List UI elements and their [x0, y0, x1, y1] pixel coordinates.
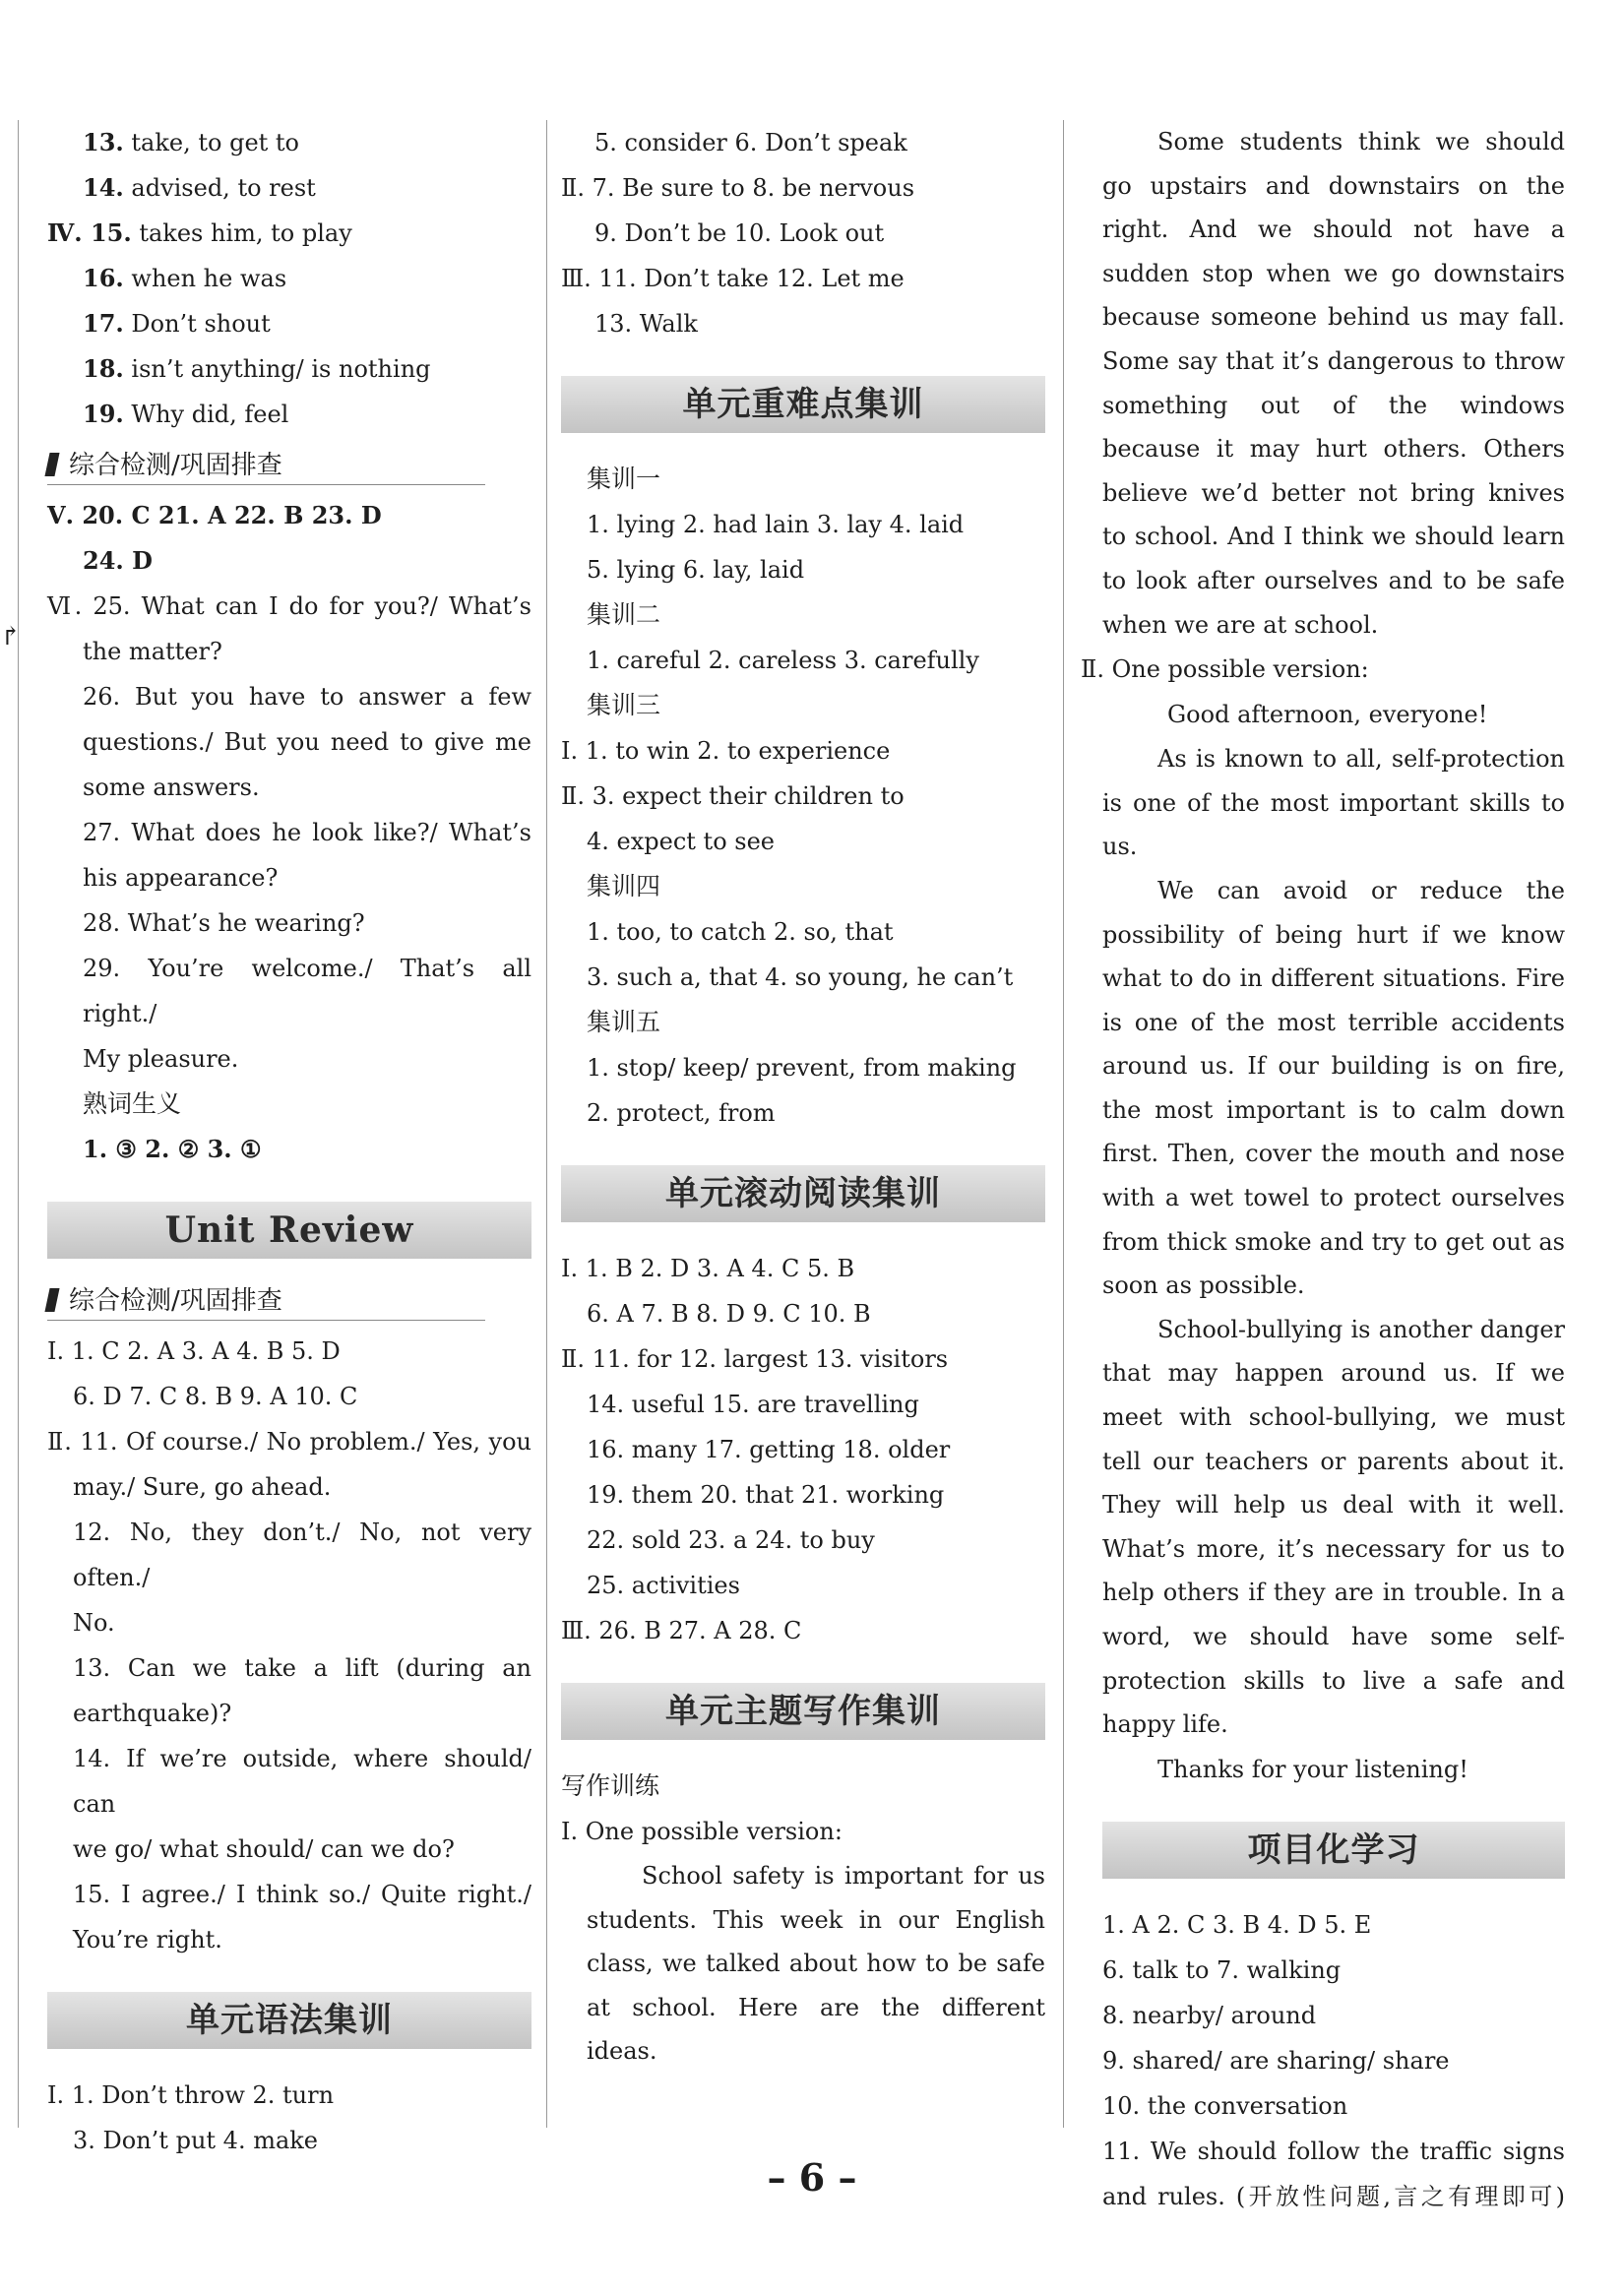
answer-line: 1. careful 2. careless 3. carefully — [587, 647, 979, 674]
answer-line: 25. activities — [587, 1572, 740, 1599]
answer-line: No. — [73, 1609, 115, 1637]
section-heading-text: 综合检测/巩固排查 — [69, 451, 282, 480]
answer-line — [47, 165, 531, 211]
essay-paragraph-1: Some students think we should go upstairs and downstairs on the right. And we should not have a sudden stop when we go downstairs because someone behind us may fall. Some say that it’s dangerous to throw something out of the windows because it may hurt others. Others believe we’d better not bring knives to school. And I think we should learn to look after ourselves and to be safe when we are at school. — [1102, 128, 1565, 639]
answer-line: 28. What’s he wearing? — [83, 909, 365, 937]
speech-greeting: Good afternoon, everyone! — [1167, 701, 1488, 729]
column-rule-left — [18, 120, 19, 2128]
answer-line: 1. too, to catch 2. so, that — [587, 918, 894, 946]
answer-text: Don’t shout — [123, 310, 271, 338]
answer-line: questions./ But you need to give me — [83, 728, 531, 756]
answer-line: 3. Don’t put 4. make — [73, 2127, 319, 2154]
answer-line: 26. But you have to answer a few — [83, 683, 531, 711]
answer-line: 13. Walk — [594, 310, 698, 338]
answer-line: 14. If we’re outside, where should/ can — [73, 1745, 531, 1818]
answer-line: 27. What does he look like?/ What’s — [83, 819, 531, 846]
answer-text: advised, to rest — [123, 174, 316, 202]
section-marker-icon — [44, 1288, 59, 1312]
answer-line — [47, 392, 531, 437]
speech-paragraph-2: We can avoid or reduce the possibility of being hurt if we know what to do in different situations. Fire is one of the most terrible accidents around us. If our building is on fire, the most important is to calm down first. Then, cover the mouth and nose with a wet towel to protect ourselves from thick smoke and try to get out as soon as possible. — [1102, 876, 1565, 1300]
answer-text: take, to get to — [123, 129, 300, 156]
answer-line: 集训二 — [587, 600, 661, 629]
section-heading-unit-review — [47, 1282, 485, 1321]
question-number: 19. — [83, 400, 124, 428]
answer-line: 5. consider 6. Don’t speak — [594, 129, 907, 156]
answer-line: 9. Don’t be 10. Look out — [594, 219, 885, 247]
question-number: 16. — [83, 264, 124, 292]
writing-banner: 单元主题写作集训 — [561, 1683, 1045, 1740]
speech-paragraph-3: School-bullying is another danger that may happen around us. If we meet with school-bullying, we must tell our teachers or parents about it. They will help us deal with it well. What’s more, it’s necessary for us to help others if they are in trouble. In a word, we should have some self-protection skills to live a safe and happy life. — [1102, 1315, 1565, 1739]
answer-line: 8. nearby/ around — [1102, 2001, 1317, 2029]
speech-paragraph-1: As is known to all, self-protection is one of the most important skills to us. — [1102, 745, 1565, 861]
answer-line: 10. the conversation — [1102, 2091, 1348, 2120]
answer-line: You’re right. — [73, 1926, 222, 1953]
answer-line: 集训一 — [587, 465, 661, 493]
answer-line: 19. them 20. that 21. working — [587, 1481, 945, 1509]
answer-line — [47, 301, 531, 346]
writing-version-label: Ⅰ. One possible version: — [561, 1818, 843, 1845]
answer-line: some answers. — [83, 774, 260, 801]
answer-lines-vi — [47, 584, 531, 1082]
page-number: – 6 – — [767, 2155, 857, 2200]
answer-column-1 — [47, 120, 531, 2154]
answer-line: Ⅲ. 26. B 27. A 28. C — [561, 1617, 802, 1644]
grammar-answers — [47, 2073, 531, 2163]
section-heading-text: 综合检测/巩固排查 — [69, 1286, 282, 1316]
writing-paragraph: School safety is important for us students. This week in our English class, we talked about how to be safe at school. Here are the different ideas. — [587, 1862, 1045, 2066]
answer-line: 1. stop/ keep/ prevent, from making — [587, 1054, 1017, 1082]
answer-line: Ⅵ. 25. What can I do for you?/ What’s — [47, 592, 531, 620]
answer-line: 6. talk to 7. walking — [1102, 1955, 1342, 1984]
answer-line-v-cont: 24. D — [83, 546, 153, 575]
answer-line: 14. useful 15. are travelling — [587, 1391, 919, 1418]
answer-line: 5. lying 6. lay, laid — [587, 556, 805, 584]
answer-line: Ⅰ. 1. Don’t throw 2. turn — [47, 2081, 335, 2109]
column-rule-2 — [1063, 120, 1064, 2128]
answer-column-2 — [561, 120, 1045, 2128]
answer-line: may./ Sure, go ahead. — [73, 1473, 332, 1501]
answer-line: 2. protect, from — [587, 1099, 776, 1127]
answer-line: Ⅱ. 3. expect their children to — [561, 782, 905, 810]
question-number: 14. — [83, 173, 124, 202]
version-label-2: Ⅱ. One possible version: — [1081, 655, 1369, 684]
answer-line: Ⅱ. 11. Of course./ No problem./ Yes, you — [47, 1428, 531, 1456]
grammar-answers-cont — [561, 120, 1045, 346]
writing-heading: 写作训练 — [561, 1771, 660, 1800]
answer-line: the matter? — [83, 638, 222, 665]
answer-line: Ⅰ. 1. B 2. D 3. A 4. C 5. B — [561, 1255, 855, 1282]
answer-line: Ⅱ. 7. Be sure to 8. be nervous — [561, 174, 915, 202]
answer-lines-iii-iv — [47, 120, 531, 437]
answer-line: 22. sold 23. a 24. to buy — [587, 1526, 875, 1554]
margin-mark: ↱ — [0, 622, 22, 651]
answer-line: 1. lying 2. had lain 3. lay 4. laid — [587, 511, 965, 538]
answer-line: 29. You’re welcome./ That’s all right./ — [83, 955, 531, 1027]
answer-line: Ⅱ. 11. for 12. largest 13. visitors — [561, 1345, 949, 1373]
unit-review-banner: Unit Review — [47, 1202, 531, 1259]
answer-line: earthquake)? — [73, 1700, 232, 1727]
answer-line: 集训五 — [587, 1008, 661, 1036]
answer-line: 12. No, they don’t./ No, not very often./ — [73, 1519, 531, 1591]
answer-text: isn’t anything/ is nothing — [123, 355, 431, 383]
answer-text: when he was — [123, 265, 287, 292]
answer-line: and rules. (开放性问题,言之有理即可) — [1102, 2182, 1565, 2210]
answer-line: Ⅲ. 11. Don’t take 12. Let me — [561, 265, 905, 292]
answer-line: 16. many 17. getting 18. older — [587, 1436, 951, 1463]
answer-line: his appearance? — [83, 864, 279, 892]
question-number: 17. — [83, 309, 124, 338]
key-points-banner: 单元重难点集训 — [561, 376, 1045, 433]
answer-text: Why did, feel — [123, 401, 289, 428]
project-learning-banner: 项目化学习 — [1102, 1822, 1565, 1879]
answer-line: 3. such a, that 4. so young, he can’t — [587, 963, 1014, 991]
answer-line: 4. expect to see — [587, 828, 775, 855]
answer-line: 9. shared/ are sharing/ share — [1102, 2046, 1450, 2075]
answer-text: takes him, to play — [131, 219, 352, 247]
answer-line: 集训三 — [587, 691, 661, 719]
column-rule-1 — [546, 120, 547, 2128]
answer-line — [47, 256, 531, 301]
answer-line: 15. I agree./ I think so./ Quite right./ — [73, 1881, 531, 1908]
unit-review-answers — [47, 1329, 531, 1962]
answer-line: Ⅰ. 1. to win 2. to experience — [561, 737, 891, 765]
grammar-banner: 单元语法集训 — [47, 1992, 531, 2049]
answer-line: My pleasure. — [83, 1045, 239, 1073]
shuci-heading: 熟词生义 — [83, 1089, 182, 1118]
rolling-reading-answers — [561, 1246, 1045, 1653]
section-marker-icon — [44, 453, 59, 476]
shuci-answers: 1. ③ 2. ② 3. ① — [83, 1135, 262, 1163]
answer-line: 6. A 7. B 8. D 9. C 10. B — [587, 1300, 871, 1328]
answer-line-v: Ⅴ. 20. C 21. A 22. B 23. D — [47, 501, 382, 529]
answer-line: 13. Can we take a lift (during an — [73, 1654, 531, 1682]
rolling-reading-banner: 单元滚动阅读集训 — [561, 1165, 1045, 1222]
speech-thanks: Thanks for your listening! — [1157, 1755, 1468, 1783]
section-heading-review — [47, 447, 485, 485]
answer-line: we go/ what should/ can we do? — [73, 1835, 455, 1863]
question-number: Ⅳ. 15. — [47, 218, 132, 247]
answer-line: 6. D 7. C 8. B 9. A 10. C — [73, 1383, 358, 1410]
answer-line: 11. We should follow the traffic signs — [1102, 2137, 1565, 2165]
answer-line — [47, 211, 531, 256]
answer-line: Ⅰ. 1. C 2. A 3. A 4. B 5. D — [47, 1337, 341, 1365]
answer-line — [47, 346, 531, 392]
key-points-answers — [561, 457, 1045, 1136]
answer-line — [47, 120, 531, 165]
answer-line: 1. A 2. C 3. B 4. D 5. E — [1102, 1910, 1372, 1939]
question-number: 13. — [83, 128, 124, 156]
answer-column-3 — [1081, 120, 1565, 2210]
answer-line: 集训四 — [587, 872, 661, 900]
question-number: 18. — [83, 354, 124, 383]
